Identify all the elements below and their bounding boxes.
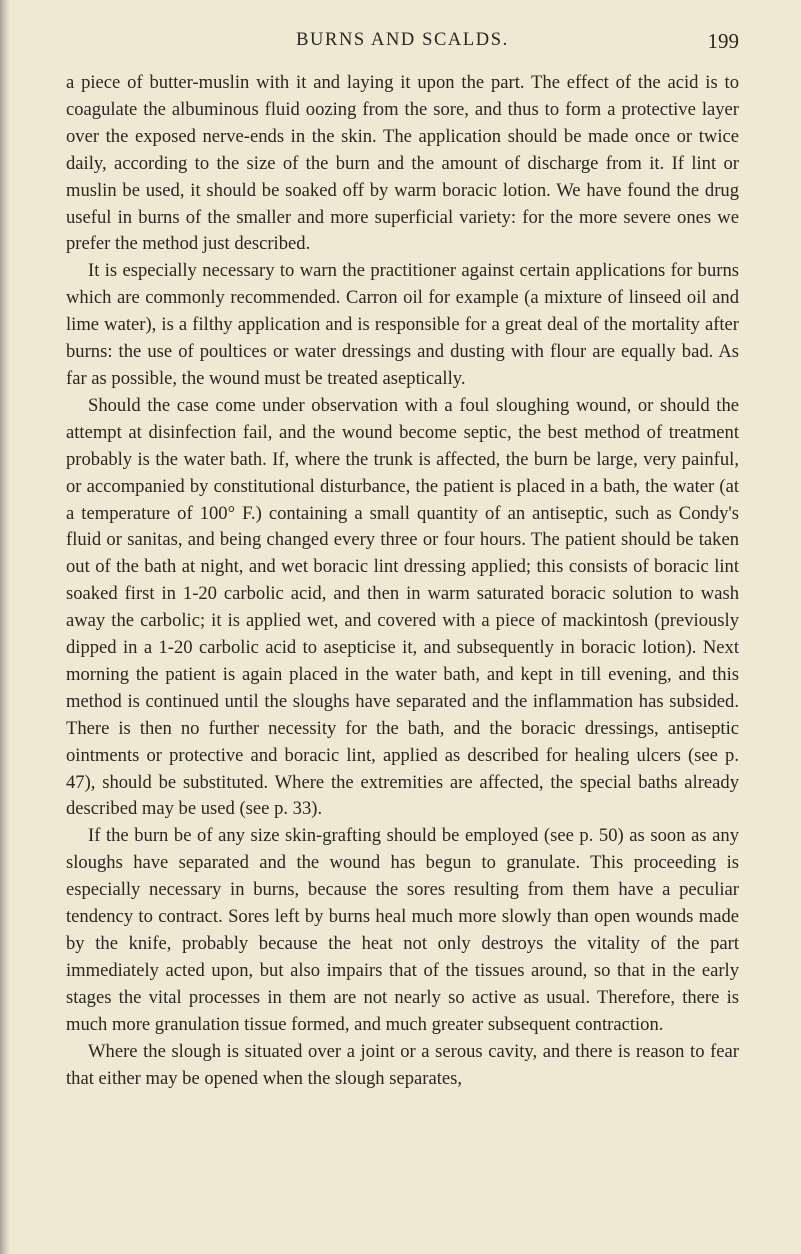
paragraph-applications-warning: It is especially necessary to warn the practitioner against certain applications for burns which are commonly recommended. Carron oil for example (a mixture of linseed oil and lime water), is a filthy application and is responsible for a great deal of the mortality after burns: the use of poultices or water dressings and dusting with flour are equally bad. As far as possible, the wound must be treated aseptically. [66,260,739,389]
paragraph-water-bath: Should the case come under observation with a foul sloughing wound, or should the attempt at disinfection fail, and the wound become septic, the best method of treatment probably is the water bath. If, where the trunk is affected, the burn be large, very painful, or accompanied by constitutional disturbance, the patient is placed in a bath, the water (at a temperature of 100° F.) containing a small quantity of an antiseptic, such as Condy's fluid or sanitas, and being changed every three or four hours. The patient should be taken out of the bath at night, and wet boracic lint dressing applied; this consists of boracic lint soaked first in 1-20 carbolic acid, and then in warm saturated boracic solution to wash away the carbolic; it is applied wet, and covered with a piece of mackintosh (previously dipped in a 1-20 carbolic acid to asepticise it, and subsequently in boracic lotion). Next morning the patient is again placed in the water bath, and kept in till evening, and this method is continued until the sloughs have separated and the inflammation has subsided. There is then no further necessity for the bath, and the boracic dressings, antiseptic ointments or protective and boracic lint, applied as described for healing ulcers (see p. 47), should be substituted. Where the extremities are affected, the special baths already described may be used (see p. 33). [66,394,739,820]
paragraph-continuation: a piece of butter-muslin with it and laying it upon the part. The effect of the acid is to coagulate the albuminous fluid oozing from the sore, and thus to form a protective layer over the exposed nerve-ends in the skin. The application should be made once or twice daily, according to the size of the burn and the amount of discharge from it. If lint or muslin be used, it should be soaked off by warm boracic lotion. We have found the drug useful in burns of the smaller and more superficial variety: for the more severe ones we prefer the method just described. [66,72,739,255]
body-text [66,70,739,1092]
running-head [66,30,739,58]
running-head-title: BURNS AND SCALDS. [296,30,509,50]
page-number: 199 [707,29,739,53]
paragraph-skin-grafting: If the burn be of any size skin-grafting should be employed (see p. 50) as soon as any sloughs have separated and the wound has begun to granulate. This proceeding is especially necessary in burns, because the sores resulting from them have a peculiar tendency to contract. Sores left by burns heal much more slowly than open wounds made by the knife, probably because the heat not only destroys the vitality of the part immediately acted upon, but also impairs that of the tissues around, so that in the early stages the vital processes in them are not nearly so active as usual. Therefore, there is much more granulation tissue formed, and much greater subsequent contraction. [66,825,739,1035]
paragraph-slough-joint: Where the slough is situated over a joint or a serous cavity, and there is reason to fear that either may be opened when the slough separates, [66,1040,739,1089]
page-binding-edge [0,0,10,1254]
